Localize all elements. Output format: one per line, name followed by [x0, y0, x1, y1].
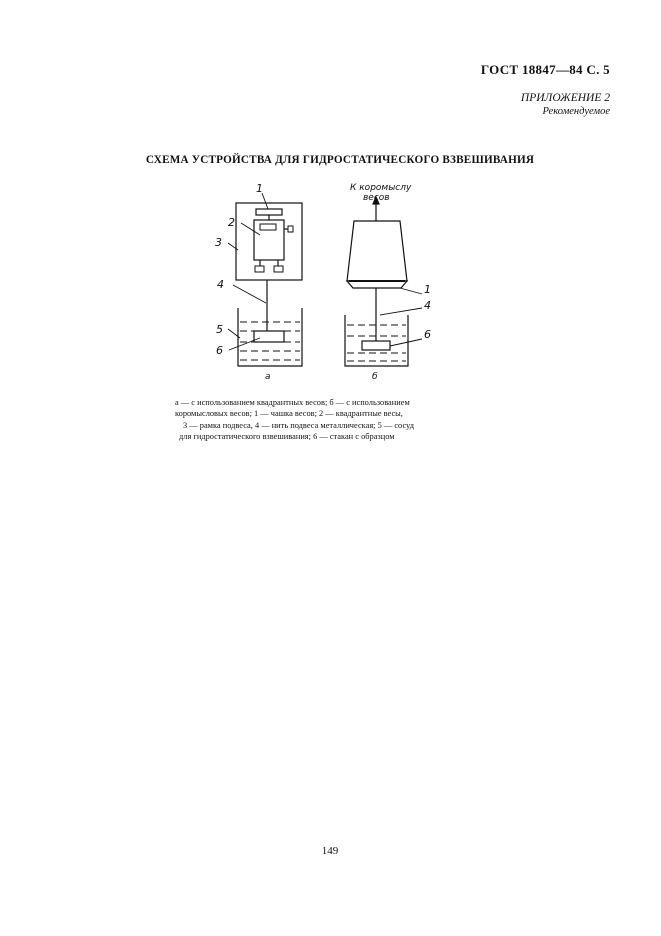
caption-line-3: 3 — рамка подвеса, 4 — нить подвеса металлическая; 5 — сосуд — [183, 420, 414, 430]
caption-line-4: для гидростатического взвешивания; 6 — стакан с образцом — [179, 432, 395, 442]
callout-b-1: 1 — [424, 283, 431, 296]
variant-b — [345, 197, 422, 366]
callout-a-5: 5 — [216, 323, 223, 336]
figure-title: СХЕМА УСТРОЙСТВА ДЛЯ ГИДРОСТАТИЧЕСКОГО ВЗВЕШИВАНИЯ — [145, 154, 535, 166]
figure-caption — [175, 397, 500, 443]
document-code: ГОСТ 18847—84 С. 5 — [480, 62, 610, 77]
scale-pan-a — [256, 209, 282, 215]
callout-a-4: 4 — [217, 278, 224, 291]
sublabel-a: а — [265, 372, 271, 382]
caption-line-1: а — с использованием квадрантных весов; б — с использованием — [175, 398, 410, 407]
sublabel-b: б — [372, 372, 378, 382]
callout-a-1: 1 — [256, 182, 263, 195]
arrow-label-line1: К коромыслу — [350, 183, 412, 193]
sample-beaker-a — [254, 331, 284, 342]
appendix-label: ПРИЛОЖЕНИЕ 2 — [520, 92, 610, 104]
page-number: 149 — [321, 845, 339, 857]
quadrant-scales — [254, 220, 284, 260]
balance-pan-b — [347, 221, 407, 281]
variant-a — [228, 193, 302, 366]
callout-a-6: 6 — [216, 344, 223, 357]
appendix-status: Рекомендуемое — [542, 106, 610, 117]
appendix-block — [440, 92, 610, 118]
callout-b-4: 4 — [424, 299, 431, 312]
caption-line-2: коромысловых весов; 1 — чашка весов; 2 — квадрантные весы, — [175, 409, 403, 419]
callout-a-2: 2 — [228, 216, 235, 229]
arrow-label-line2: весов — [363, 193, 390, 203]
hydrostatic-weighing-diagram — [200, 178, 460, 388]
callout-a-3: 3 — [215, 236, 222, 249]
callout-b-6: 6 — [424, 328, 431, 341]
sample-beaker-b — [362, 341, 390, 350]
